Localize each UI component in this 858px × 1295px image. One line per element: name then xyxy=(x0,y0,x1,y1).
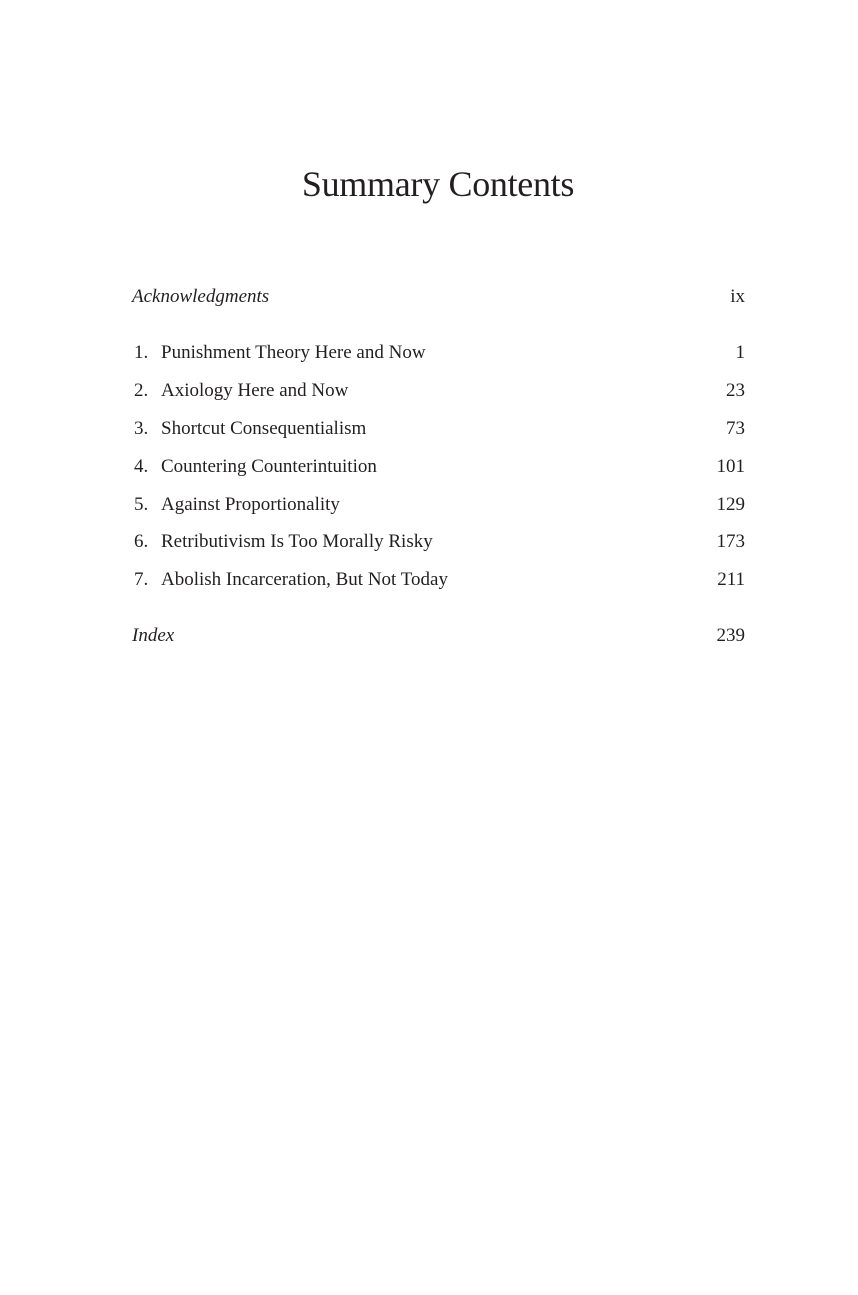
toc-entry-page: 73 xyxy=(726,418,745,439)
toc-entry-page: 239 xyxy=(716,625,745,646)
chapter-number: 2. xyxy=(134,380,149,401)
toc-entry-title xyxy=(132,340,426,366)
chapter-number: 7. xyxy=(134,569,149,590)
toc-entry-title xyxy=(132,492,340,518)
chapter-title: Countering Counterintuition xyxy=(161,456,377,477)
toc-entry-title: Index xyxy=(132,625,175,646)
chapter-title: Shortcut Consequentialism xyxy=(161,418,367,439)
toc-entry-page: ix xyxy=(730,286,745,307)
chapter-number: 4. xyxy=(134,456,149,477)
toc-entry-title xyxy=(132,454,377,480)
page-title: Summary Contents xyxy=(301,164,575,204)
toc-entry-title xyxy=(132,567,448,593)
toc-entry-chapter-7[interactable] xyxy=(132,567,745,593)
toc-entry-chapter-6[interactable] xyxy=(132,529,745,555)
toc-entry-title xyxy=(132,529,433,555)
chapter-title: Axiology Here and Now xyxy=(161,380,349,401)
chapter-number: 5. xyxy=(134,494,149,515)
toc-entry-index[interactable] xyxy=(132,623,745,649)
chapter-title: Abolish Incarceration, But Not Today xyxy=(161,569,448,590)
chapter-number: 3. xyxy=(134,418,149,439)
toc-entry-page: 211 xyxy=(717,569,745,590)
toc-entry-page: 101 xyxy=(716,456,745,477)
toc-entry-title xyxy=(132,378,348,404)
toc-entry-page: 129 xyxy=(716,494,745,515)
toc-entry-title: Acknowledgments xyxy=(132,286,270,307)
toc-entry-page: 1 xyxy=(735,342,745,363)
toc-entry-page: 173 xyxy=(716,531,745,552)
toc-entry-acknowledgments[interactable] xyxy=(132,284,745,310)
toc-entry-chapter-3[interactable] xyxy=(132,416,745,442)
chapter-number: 6. xyxy=(134,531,149,552)
chapter-title: Against Proportionality xyxy=(161,494,340,515)
chapter-number: 1. xyxy=(134,342,149,363)
toc-entry-chapter-4[interactable] xyxy=(132,454,745,480)
chapter-title: Retributivism Is Too Morally Risky xyxy=(161,531,433,552)
toc-entry-chapter-1[interactable] xyxy=(132,340,745,366)
toc-entry-title xyxy=(132,416,366,442)
chapter-title: Punishment Theory Here and Now xyxy=(161,342,426,363)
toc-entry-chapter-2[interactable] xyxy=(132,378,745,404)
toc-entry-chapter-5[interactable] xyxy=(132,492,745,518)
toc-entry-page: 23 xyxy=(726,380,745,401)
